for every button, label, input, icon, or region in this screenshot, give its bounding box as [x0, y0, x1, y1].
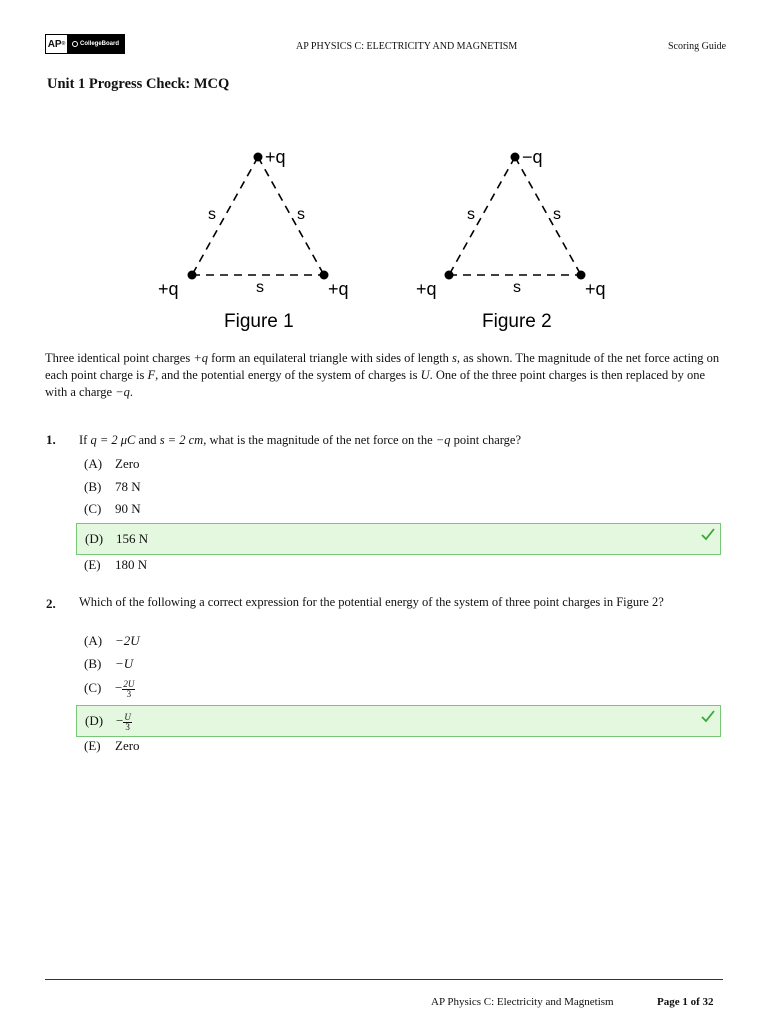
q1-choice-c[interactable]: (C) 90 N — [84, 501, 141, 516]
q1-correct-answer-highlight[interactable] — [76, 523, 721, 555]
q1-choice-e[interactable]: (E) 180 N — [84, 557, 148, 572]
q1-choice-a[interactable]: (A) Zero — [84, 456, 140, 471]
fig1-side-right: s — [297, 206, 305, 223]
question-2-number: 2. — [46, 596, 56, 611]
fig2-left-charge: +q — [416, 279, 437, 299]
figure-1-caption: Figure 1 — [224, 311, 294, 332]
fig2-side-right: s — [553, 206, 561, 223]
fig2-top-charge: −q — [522, 147, 543, 167]
page-number: Page 1 of 32 — [657, 996, 714, 1008]
figure-2-caption: Figure 2 — [482, 311, 552, 332]
checkmark-icon — [700, 708, 716, 724]
q2-choice-b[interactable]: (B) −U — [84, 656, 134, 671]
q2-choice-c[interactable]: (C) − $\frac{2U}{3}$ — [84, 678, 135, 699]
q1-choice-b[interactable]: (B) 78 N — [84, 479, 141, 494]
q2-choice-d[interactable]: (D) − $\frac{U}{3}$ — [85, 711, 131, 732]
fig1-right-charge: +q — [328, 279, 349, 299]
triangle-figures — [140, 140, 630, 340]
fig1-left-charge: +q — [158, 279, 179, 299]
figure-1 — [158, 147, 349, 332]
q2-correct-answer-highlight[interactable] — [76, 705, 721, 737]
page-title: Unit 1 Progress Check: MCQ — [47, 76, 230, 92]
question-stem: Three identical point charges +q form an equilateral triangle with sides of length s, as shown. The magnitude of the net force acting on each point charge is F, and the potential energy of the system of charges is U. One of the three point charges is then replaced by one with a charge −q. — [45, 351, 720, 399]
question-2-text: Which of the following a correct expression for the potential energy of the system of three point charges in Figure 2? — [79, 595, 664, 609]
ap-collegeboard-logo — [45, 34, 125, 54]
fig2-side-left: s — [467, 206, 475, 223]
figure-2 — [416, 147, 606, 332]
fig2-side-bottom: s — [513, 279, 521, 296]
ap-logo-mark: AP ® — [45, 34, 68, 54]
question-1-text: If q = 2 μC and s = 2 cm, what is the magnitude of the net force on the −q point charge? — [79, 433, 522, 447]
q2-choice-e[interactable]: (E) Zero — [84, 738, 140, 753]
question-1-number: 1. — [46, 432, 56, 447]
header-course-title: AP PHYSICS C: ELECTRICITY AND MAGNETISM — [296, 41, 518, 52]
fig1-side-left: s — [208, 206, 216, 223]
checkmark-icon — [700, 526, 716, 542]
fraction: $\frac{U}{3}$ — [124, 711, 131, 732]
footer-divider — [45, 979, 723, 980]
fig1-top-charge: +q — [265, 147, 286, 167]
q2-choice-a[interactable]: (A) −2U — [84, 633, 140, 648]
collegeboard-logo-mark: CollegeBoard — [68, 34, 125, 54]
header-scoring-guide: Scoring Guide — [668, 41, 727, 52]
q1-choice-d[interactable]: (D) 156 N — [85, 531, 149, 546]
footer-course: AP Physics C: Electricity and Magnetism — [431, 996, 614, 1008]
fig1-side-bottom: s — [256, 279, 264, 296]
fraction: $\frac{2U}{3}$ — [123, 678, 135, 699]
acorn-icon — [72, 41, 78, 47]
fig2-right-charge: +q — [585, 279, 606, 299]
